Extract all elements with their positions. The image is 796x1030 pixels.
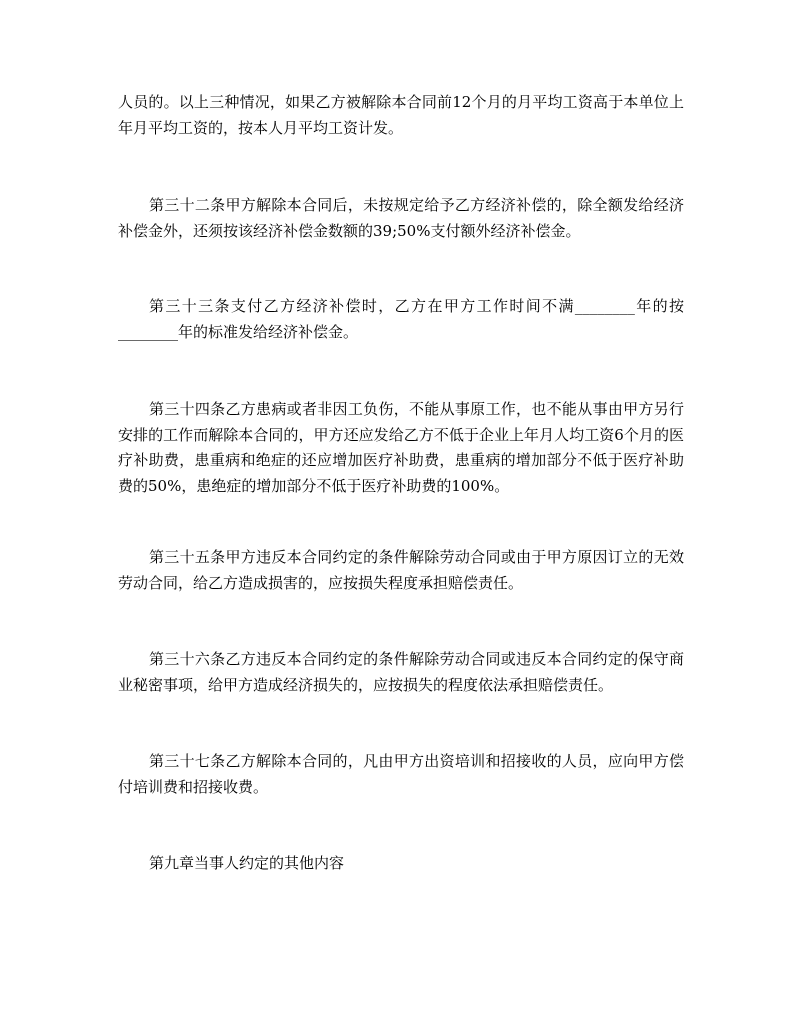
article-37-paragraph: 第三十七条乙方解除本合同的，凡由甲方出资培训和招接收的人员，应向甲方偿付培训费和招接收费。	[118, 752, 684, 796]
article-34-paragraph: 第三十四条乙方患病或者非因工负伤，不能从事原工作，也不能从事由甲方另行安排的工作而解除本合同的，甲方还应发给乙方不低于企业上年月人均工资6个月的医疗补助费，患重病和绝症的还应增加医疗补助费，患重病的增加部分不低于医疗补助费的50%，患绝症的增加部分不低于医疗补助费的100%。	[118, 400, 684, 495]
article-36-paragraph: 第三十六条乙方违反本合同约定的条件解除劳动合同或违反本合同约定的保守商业秘密事项，给甲方造成经济损失的，应按损失的程度依法承担赔偿责任。	[118, 650, 684, 694]
chapter-9-heading: 第九章当事人约定的其他内容	[149, 854, 345, 872]
paragraph-continuation: 人员的。以上三种情况，如果乙方被解除本合同前12个月的月平均工资高于本单位上年月平均工资的，按本人月平均工资计发。	[118, 93, 684, 137]
article-33-paragraph: 第三十三条支付乙方经济补偿时，乙方在甲方工作时间不满________年的按________年的标准发给经济补偿金。	[118, 297, 684, 341]
article-32-paragraph: 第三十二条甲方解除本合同后，未按规定给予乙方经济补偿的，除全额发给经济补偿金外，还须按该经济补偿金数额的39;50%支付额外经济补偿金。	[118, 196, 684, 240]
article-35-paragraph: 第三十五条甲方违反本合同约定的条件解除劳动合同或由于甲方原因订立的无效劳动合同，给乙方造成损害的，应按损失程度承担赔偿责任。	[118, 548, 684, 592]
